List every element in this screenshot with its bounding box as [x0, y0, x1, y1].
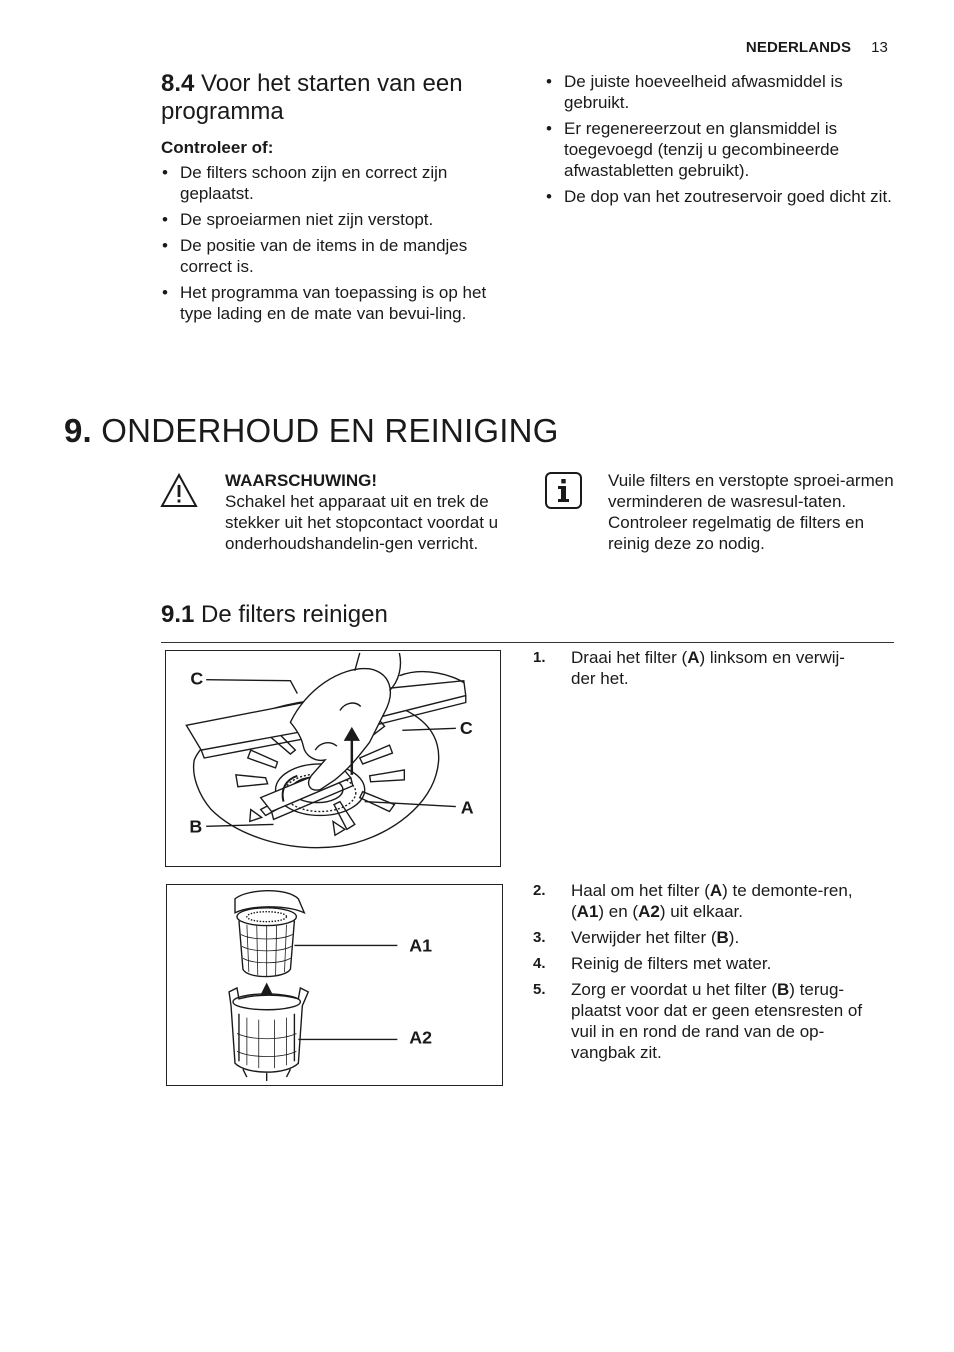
warning-text: Schakel het apparaat uit en trek de stekker uit het stopcontact voordat u onderhoudshandelin-gen verricht.: [225, 492, 499, 553]
step-text: ) linksom en verwij-der het.: [571, 648, 845, 688]
figure-filter-disassembly: [166, 884, 503, 1086]
steps-list-2: [533, 880, 863, 1068]
info-text-1: Vuile filters en verstopte sproei-armen verminderen de wasresul-taten.: [608, 471, 894, 511]
header-language: NEDERLANDS: [745, 39, 852, 56]
step-text: Reinig de filters met water.: [571, 954, 772, 973]
step-item: [533, 880, 863, 922]
list-item: • De juiste hoeveelheid afwasmiddel is gebruikt.: [545, 71, 895, 113]
step-number: 2.: [533, 882, 546, 899]
check-list-right: [545, 71, 895, 207]
filter-disassembly-illustration: [167, 885, 502, 1085]
label-a2: A2: [409, 1027, 433, 1048]
check-subhead: Controleer of:: [161, 138, 274, 157]
section-8-4-number: 8.4: [161, 70, 195, 97]
info-icon: [545, 472, 582, 509]
step-ref: B: [776, 980, 790, 999]
list-item: • De filters schoon zijn en correct zijn geplaatst.: [161, 162, 521, 204]
section-8-4: [161, 70, 521, 329]
section-9-1-heading: [161, 601, 388, 629]
step-number: 3.: [533, 929, 546, 946]
step-number: 1.: [533, 649, 546, 666]
label-b: B: [189, 816, 203, 837]
step-text: Draai het filter (: [571, 648, 688, 667]
step-ref: A1: [576, 902, 599, 921]
section-8-4-right-column: [545, 71, 895, 212]
info-block: [608, 470, 898, 554]
label-c-right: C: [459, 718, 473, 739]
step-ref: A: [687, 648, 700, 667]
step-number: 5.: [533, 981, 546, 998]
step-text: ) te demonte-ren, (: [571, 881, 853, 921]
step-item: [533, 979, 863, 1063]
label-a1: A1: [409, 935, 433, 956]
section-9-heading: [64, 412, 559, 450]
warning-title: WAARSCHUWING!: [225, 471, 378, 490]
info-text-2: Controleer regelmatig de filters en reinig deze zo nodig.: [608, 513, 865, 553]
step-text: ).: [728, 928, 740, 947]
section-9-1-title: De filters reinigen: [201, 601, 388, 628]
list-item: • Er regenereerzout en glansmiddel is toegevoegd (tenzij u gecombineerde afwastabletten gebruikt).: [545, 118, 895, 181]
section-8-4-heading: [161, 70, 521, 126]
section-9-1-number: 9.1: [161, 601, 195, 628]
section-9-title: ONDERHOUD EN REINIGING: [101, 412, 559, 449]
step-ref: B: [716, 928, 729, 947]
step-ref: A: [709, 881, 723, 900]
check-list-left: [161, 162, 521, 324]
filter-removal-illustration: [166, 651, 500, 866]
section-8-4-title: Voor het starten van een programma: [161, 70, 463, 125]
label-a: A: [460, 797, 474, 818]
list-item: • De positie van de items in de mandjes correct is.: [161, 235, 521, 277]
section-9-number: 9.: [64, 412, 92, 449]
step-text: Verwijder het filter (: [571, 928, 717, 947]
step-ref: A2: [638, 902, 660, 921]
step-text: ) terug-plaatst voor dat er geen etensresten of vuil in en rond de rand van de op-vangbak zit.: [571, 980, 863, 1062]
list-item: • De dop van het zoutreservoir goed dicht zit.: [545, 186, 895, 207]
list-item: • Het programma van toepassing is op het type lading en de mate van bevui-ling.: [161, 282, 521, 324]
figure-filter-removal: [165, 650, 501, 867]
step-text: ) uit elkaar.: [659, 902, 743, 921]
step-text: Zorg er voordat u het filter (: [571, 980, 777, 999]
step-text: ) en (: [598, 902, 639, 921]
step-number: 4.: [533, 955, 546, 972]
section-divider: [161, 642, 894, 643]
step-item: [533, 953, 863, 974]
list-item: • De sproeiarmen niet zijn verstopt.: [161, 209, 521, 230]
page-header: [746, 39, 888, 56]
step-item: [533, 647, 863, 689]
steps-list-1: [533, 647, 863, 694]
warning-triangle-icon: [159, 472, 199, 510]
step-item: [533, 927, 863, 948]
step-text: Haal om het filter (: [571, 881, 710, 900]
label-c-top: C: [190, 668, 204, 689]
page-number: 13: [871, 39, 888, 56]
warning-block: [225, 470, 515, 554]
